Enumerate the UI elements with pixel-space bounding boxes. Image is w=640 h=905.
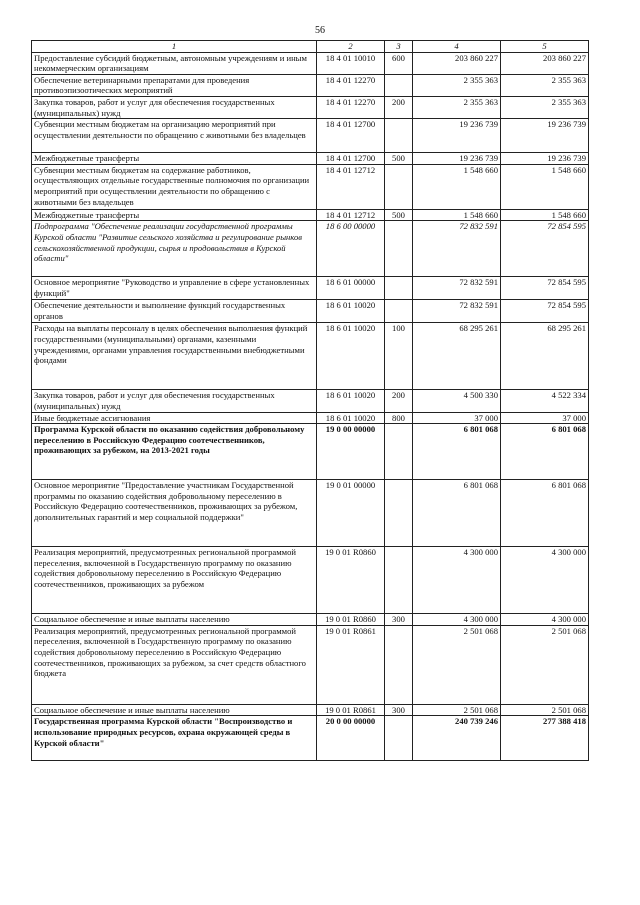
table-row: [32, 74, 589, 96]
table-row: [32, 625, 589, 704]
row-expense-type-cell: 600: [385, 52, 413, 74]
table-row: [32, 221, 589, 277]
row-amount-2-cell: 72 854 595: [501, 277, 589, 300]
row-amount-2-cell: 19 236 739: [501, 153, 589, 165]
table-row: [32, 547, 589, 614]
row-amount-1-cell: 2 355 363: [413, 96, 501, 118]
row-amount-2-cell: 2 355 363: [501, 74, 589, 96]
column-header: 3: [385, 41, 413, 53]
row-amount-2-cell: 2 355 363: [501, 96, 589, 118]
row-name-cell: Субвенции местным бюджетам на организацию мероприятий при осуществлении деятельности по обращению с животными без владельцев: [32, 119, 317, 153]
row-amount-2-cell: 68 295 261: [501, 323, 589, 390]
row-expense-type-cell: 800: [385, 412, 413, 424]
table-row: [32, 153, 589, 165]
table-row: [32, 716, 589, 761]
row-code-cell: 18 4 01 10010: [317, 52, 385, 74]
row-expense-type-cell: [385, 424, 413, 480]
row-name-cell: Государственная программа Курской области "Воспроизводство и использование природных ресурсов, охрана окружающей среды в Курской области": [32, 716, 317, 761]
row-amount-2-cell: 72 854 595: [501, 221, 589, 277]
table-row: [32, 96, 589, 118]
row-name-cell: Обеспечение ветеринарными препаратами для проведения противоэпизоотических мероприятий: [32, 74, 317, 96]
row-amount-1-cell: 72 832 591: [413, 277, 501, 300]
table-row: [32, 480, 589, 547]
row-code-cell: 19 0 00 00000: [317, 424, 385, 480]
row-amount-1-cell: 4 300 000: [413, 614, 501, 626]
table-row: [32, 164, 589, 209]
row-name-cell: Межбюджетные трансферты: [32, 209, 317, 221]
table-row: [32, 614, 589, 626]
row-expense-type-cell: 200: [385, 96, 413, 118]
table-row: [32, 390, 589, 412]
table-row: [32, 412, 589, 424]
column-header: 4: [413, 41, 501, 53]
row-amount-2-cell: 37 000: [501, 412, 589, 424]
row-expense-type-cell: 500: [385, 209, 413, 221]
row-code-cell: 20 0 00 00000: [317, 716, 385, 761]
row-amount-1-cell: 19 236 739: [413, 153, 501, 165]
row-name-cell: Социальное обеспечение и иные выплаты населению: [32, 704, 317, 716]
table-row: [32, 300, 589, 323]
row-name-cell: Иные бюджетные ассигнования: [32, 412, 317, 424]
budget-table: [31, 40, 589, 761]
row-code-cell: 18 4 01 12270: [317, 74, 385, 96]
row-expense-type-cell: 300: [385, 704, 413, 716]
row-code-cell: 18 4 01 12270: [317, 96, 385, 118]
row-code-cell: 19 0 01 R0861: [317, 625, 385, 704]
row-amount-2-cell: 6 801 068: [501, 480, 589, 547]
row-amount-1-cell: 6 801 068: [413, 480, 501, 547]
row-amount-1-cell: 240 739 246: [413, 716, 501, 761]
row-code-cell: 18 4 01 12712: [317, 164, 385, 209]
column-header: 2: [317, 41, 385, 53]
page-number: 56: [315, 25, 325, 36]
row-expense-type-cell: [385, 221, 413, 277]
row-amount-2-cell: 19 236 739: [501, 119, 589, 153]
row-amount-1-cell: 1 548 660: [413, 209, 501, 221]
row-name-cell: Подпрограмма "Обеспечение реализации государственной программы Курской области "Развитие сельского хозяйства и регулирование рынков сельскохозяйственной продукции, сырья и продовольствия в Курской области": [32, 221, 317, 277]
row-amount-2-cell: 2 501 068: [501, 704, 589, 716]
row-name-cell: Расходы на выплаты персоналу в целях обеспечения выполнения функций государственными (муниципальными) органами, казенными учреждениями, органами управления государственными внебюджетными фондами: [32, 323, 317, 390]
row-code-cell: 18 6 01 10020: [317, 300, 385, 323]
row-name-cell: Межбюджетные трансферты: [32, 153, 317, 165]
row-amount-2-cell: 1 548 660: [501, 164, 589, 209]
row-code-cell: 18 4 01 12712: [317, 209, 385, 221]
table-row: [32, 209, 589, 221]
row-amount-1-cell: 2 501 068: [413, 625, 501, 704]
row-code-cell: 18 6 01 00000: [317, 277, 385, 300]
row-expense-type-cell: [385, 74, 413, 96]
table-row: [32, 52, 589, 74]
table-row: [32, 277, 589, 300]
row-expense-type-cell: [385, 480, 413, 547]
table-row: [32, 424, 589, 480]
row-expense-type-cell: [385, 716, 413, 761]
row-amount-2-cell: 2 501 068: [501, 625, 589, 704]
row-code-cell: 19 0 01 R0860: [317, 547, 385, 614]
row-name-cell: Основное мероприятие "Предоставление участникам Государственной программы по оказанию содействия добровольному переселению в Российскую Федерацию соотечественников, проживающих за рубежом, дополнительных гарантий и мер социальной поддержки": [32, 480, 317, 547]
row-amount-1-cell: 68 295 261: [413, 323, 501, 390]
row-code-cell: 18 6 00 00000: [317, 221, 385, 277]
row-amount-1-cell: 2 355 363: [413, 74, 501, 96]
row-amount-1-cell: 37 000: [413, 412, 501, 424]
row-expense-type-cell: [385, 119, 413, 153]
row-expense-type-cell: 200: [385, 390, 413, 412]
row-code-cell: 19 0 01 R0860: [317, 614, 385, 626]
table-row: [32, 323, 589, 390]
row-name-cell: Программа Курской области по оказанию содействия добровольному переселению в Российскую Федерацию соотечественников, проживающих за рубежом, на 2013-2021 годы: [32, 424, 317, 480]
row-amount-1-cell: 2 501 068: [413, 704, 501, 716]
row-amount-1-cell: 4 300 000: [413, 547, 501, 614]
row-amount-1-cell: 203 860 227: [413, 52, 501, 74]
row-amount-2-cell: 6 801 068: [501, 424, 589, 480]
row-expense-type-cell: [385, 277, 413, 300]
row-expense-type-cell: [385, 164, 413, 209]
row-code-cell: 18 4 01 12700: [317, 119, 385, 153]
row-name-cell: Обеспечение деятельности и выполнение функций государственных органов: [32, 300, 317, 323]
row-code-cell: 19 0 01 R0861: [317, 704, 385, 716]
row-expense-type-cell: [385, 625, 413, 704]
row-amount-2-cell: 203 860 227: [501, 52, 589, 74]
row-amount-1-cell: 72 832 591: [413, 300, 501, 323]
row-code-cell: 18 6 01 10020: [317, 323, 385, 390]
column-header: 5: [501, 41, 589, 53]
row-amount-2-cell: 4 522 334: [501, 390, 589, 412]
table-row: [32, 704, 589, 716]
row-amount-1-cell: 4 500 330: [413, 390, 501, 412]
row-amount-1-cell: 6 801 068: [413, 424, 501, 480]
row-name-cell: Социальное обеспечение и иные выплаты населению: [32, 614, 317, 626]
row-expense-type-cell: [385, 547, 413, 614]
row-expense-type-cell: 300: [385, 614, 413, 626]
row-amount-1-cell: 1 548 660: [413, 164, 501, 209]
table-row: [32, 119, 589, 153]
row-expense-type-cell: 100: [385, 323, 413, 390]
row-name-cell: Реализация мероприятий, предусмотренных региональной программой переселения, включенной в Государственную программу по оказанию содействия добровольному переселению в Российскую Федерацию соотечественников, проживающих за рубежом, за счет средств областного бюджета: [32, 625, 317, 704]
row-code-cell: 18 4 01 12700: [317, 153, 385, 165]
budget-table-body: [32, 41, 589, 761]
row-expense-type-cell: [385, 300, 413, 323]
row-code-cell: 18 6 01 10020: [317, 412, 385, 424]
row-code-cell: 18 6 01 10020: [317, 390, 385, 412]
column-header: 1: [32, 41, 317, 53]
row-name-cell: Предоставление субсидий бюджетным, автономным учреждениям и иным некоммерческим организациям: [32, 52, 317, 74]
row-amount-2-cell: 72 854 595: [501, 300, 589, 323]
row-name-cell: Закупка товаров, работ и услуг для обеспечения государственных (муниципальных) нужд: [32, 96, 317, 118]
row-expense-type-cell: 500: [385, 153, 413, 165]
row-name-cell: Основное мероприятие "Руководство и управление в сфере установленных функций": [32, 277, 317, 300]
row-name-cell: Реализация мероприятий, предусмотренных региональной программой переселения, включенной в Государственную программу по оказанию содействия добровольному переселению в Российскую Федерацию соотечественников, проживающих за рубежом: [32, 547, 317, 614]
row-name-cell: Субвенции местным бюджетам на содержание работников, осуществляющих отдельные государственные полномочия по организации мероприятий при осуществлении деятельности по обращению с животными без владельцев: [32, 164, 317, 209]
row-amount-1-cell: 72 832 591: [413, 221, 501, 277]
row-amount-2-cell: 4 300 000: [501, 547, 589, 614]
row-amount-2-cell: 277 388 418: [501, 716, 589, 761]
row-amount-2-cell: 1 548 660: [501, 209, 589, 221]
row-amount-1-cell: 19 236 739: [413, 119, 501, 153]
row-amount-2-cell: 4 300 000: [501, 614, 589, 626]
row-name-cell: Закупка товаров, работ и услуг для обеспечения государственных (муниципальных) нужд: [32, 390, 317, 412]
column-header-row: [32, 41, 589, 53]
row-code-cell: 19 0 01 00000: [317, 480, 385, 547]
